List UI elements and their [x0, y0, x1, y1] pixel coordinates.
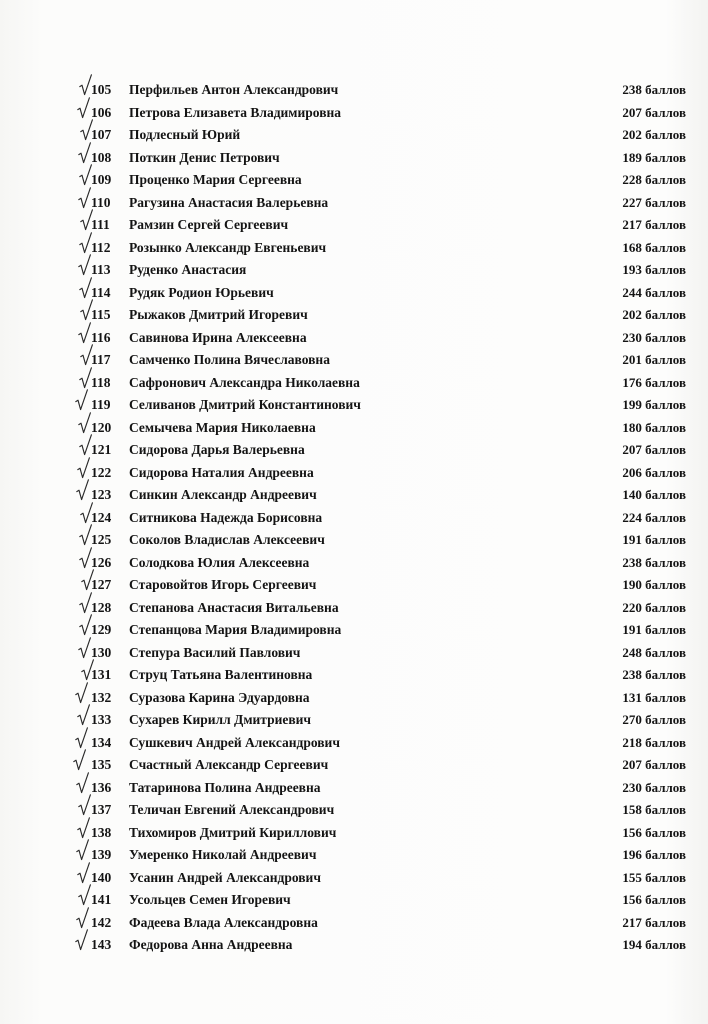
row-number: 138	[91, 824, 112, 840]
list-item	[0, 304, 708, 327]
row-number: 126	[91, 554, 112, 570]
row-number: 114	[91, 284, 111, 300]
row-number: 120	[91, 419, 112, 435]
student-name: Степанцова Мария Владимировна	[129, 622, 342, 637]
row-number: 128	[91, 599, 112, 615]
handwritten-checkmark-icon	[77, 704, 90, 726]
student-name: Суразова Карина Эдуардовна	[129, 689, 310, 705]
handwritten-checkmark-icon	[76, 839, 89, 861]
row-number: 140	[91, 869, 112, 885]
row-number: 123	[91, 487, 112, 502]
student-score: 207 баллов	[622, 757, 686, 772]
list-item	[0, 529, 708, 552]
student-score: 270 баллов	[622, 712, 686, 727]
student-name: Перфильев Антон Александрович	[129, 82, 339, 97]
handwritten-checkmark-icon	[75, 389, 88, 411]
row-number: 133	[91, 712, 112, 727]
row-number: 141	[91, 892, 112, 907]
handwritten-checkmark-icon	[75, 727, 88, 749]
student-score: 194 баллов	[622, 937, 686, 952]
student-score: 207 баллов	[622, 104, 686, 120]
student-score: 228 баллов	[622, 172, 686, 187]
student-score: 207 баллов	[622, 442, 686, 457]
student-score: 196 баллов	[622, 847, 686, 862]
student-score: 201 баллов	[622, 352, 686, 367]
list-item	[0, 439, 708, 462]
handwritten-checkmark-icon	[78, 322, 91, 344]
row-number: 127	[91, 577, 112, 592]
student-name: Рагузина Анастасия Валерьевна	[129, 194, 329, 210]
student-score: 218 баллов	[622, 734, 686, 750]
list-item	[0, 552, 708, 575]
student-name: Степанова Анастасия Витальевна	[129, 599, 339, 615]
list-item	[0, 102, 708, 125]
student-score: 168 баллов	[622, 239, 686, 255]
row-number: 130	[91, 644, 112, 660]
list-item	[0, 934, 708, 957]
handwritten-checkmark-icon	[77, 862, 90, 884]
row-number: 124	[91, 509, 112, 525]
student-name: Подлесный Юрий	[129, 127, 241, 142]
list-item	[0, 282, 708, 305]
student-name: Сидорова Дарья Валерьевна	[129, 442, 305, 457]
list-item	[0, 709, 708, 732]
student-name: Проценко Мария Сергеевна	[129, 172, 302, 187]
student-name: Солодкова Юлия Алексеевна	[129, 554, 310, 570]
list-item	[0, 327, 708, 350]
list-item	[0, 574, 708, 597]
row-number: 106	[91, 104, 112, 120]
row-number: 134	[91, 734, 112, 750]
row-number: 121	[91, 442, 112, 457]
list-item	[0, 169, 708, 192]
student-name: Теличан Евгений Александрович	[129, 802, 335, 817]
student-score: 238 баллов	[622, 82, 686, 97]
list-item	[0, 462, 708, 485]
row-number: 110	[91, 194, 111, 210]
list-item	[0, 507, 708, 530]
student-name: Поткин Денис Петрович	[129, 149, 280, 165]
student-score: 156 баллов	[622, 824, 686, 840]
list-item	[0, 777, 708, 800]
row-number: 122	[91, 464, 112, 480]
list-item	[0, 642, 708, 665]
handwritten-checkmark-icon	[78, 412, 91, 434]
student-name: Фадеева Влада Александровна	[129, 914, 318, 930]
student-name: Сухарев Кирилл Дмитриевич	[129, 712, 312, 727]
row-number: 135	[91, 757, 112, 772]
list-item	[0, 664, 708, 687]
handwritten-checkmark-icon	[78, 794, 91, 816]
row-number: 136	[91, 779, 112, 795]
row-number: 112	[91, 239, 111, 255]
student-name: Сушкевич Андрей Александрович	[129, 734, 340, 750]
handwritten-checkmark-icon	[78, 637, 91, 659]
list-item	[0, 619, 708, 642]
student-name: Старовойтов Игорь Сергеевич	[129, 577, 317, 592]
student-name: Усанин Андрей Александрович	[129, 869, 321, 885]
student-name: Руденко Анастасия	[129, 262, 247, 277]
student-name: Умеренко Николай Андреевич	[129, 847, 317, 862]
student-name: Счастный Александр Сергеевич	[129, 757, 329, 772]
row-number: 117	[91, 352, 111, 367]
student-score: 217 баллов	[622, 914, 686, 930]
student-score: 199 баллов	[622, 397, 686, 412]
handwritten-checkmark-icon	[77, 457, 90, 479]
list-item	[0, 754, 708, 777]
row-number: 139	[91, 847, 112, 862]
student-score: 156 баллов	[622, 892, 686, 907]
list-item	[0, 394, 708, 417]
row-number: 142	[91, 914, 112, 930]
handwritten-checkmark-icon	[78, 884, 91, 906]
student-score: 189 баллов	[622, 149, 686, 165]
student-name: Сафронович Александра Николаевна	[129, 374, 360, 390]
list-item	[0, 79, 708, 102]
student-name: Ситникова Надежда Борисовна	[129, 509, 323, 525]
handwritten-checkmark-icon	[78, 254, 91, 276]
student-name: Струц Татьяна Валентиновна	[129, 667, 313, 682]
row-number: 131	[91, 667, 112, 682]
list-item	[0, 687, 708, 710]
row-number: 118	[91, 374, 111, 390]
student-name: Петрова Елизавета Владимировна	[129, 104, 342, 120]
student-name: Рамзин Сергей Сергеевич	[129, 217, 289, 232]
student-score: 193 баллов	[622, 262, 686, 277]
list-item	[0, 259, 708, 282]
student-name: Усольцев Семен Игоревич	[129, 892, 291, 907]
list-item	[0, 912, 708, 935]
student-name: Рыжаков Дмитрий Игоревич	[129, 307, 308, 322]
list-item	[0, 214, 708, 237]
list-item	[0, 124, 708, 147]
student-score: 244 баллов	[622, 284, 686, 300]
list-item	[0, 237, 708, 260]
student-score: 180 баллов	[622, 419, 686, 435]
handwritten-checkmark-icon	[73, 749, 86, 771]
student-name: Селиванов Дмитрий Константинович	[129, 397, 361, 412]
row-number: 143	[91, 937, 112, 952]
row-number: 119	[91, 397, 111, 412]
student-name: Семычева Мария Николаевна	[129, 419, 316, 435]
list-item	[0, 822, 708, 845]
student-score: 191 баллов	[622, 532, 686, 547]
student-score: 191 баллов	[622, 622, 686, 637]
row-number: 113	[91, 262, 111, 277]
student-score: 220 баллов	[622, 599, 686, 615]
list-item	[0, 844, 708, 867]
handwritten-checkmark-icon	[77, 817, 90, 839]
student-name: Тихомиров Дмитрий Кириллович	[129, 824, 337, 840]
list-item	[0, 147, 708, 170]
handwritten-checkmark-icon	[78, 142, 91, 164]
row-number: 108	[91, 149, 112, 165]
student-score: 202 баллов	[622, 127, 686, 142]
student-score: 238 баллов	[622, 554, 686, 570]
list-item	[0, 372, 708, 395]
handwritten-checkmark-icon	[76, 479, 89, 501]
handwritten-checkmark-icon	[78, 187, 91, 209]
student-name: Синкин Александр Андреевич	[129, 487, 317, 502]
row-number: 125	[91, 532, 112, 547]
student-name: Самченко Полина Вячеславовна	[129, 352, 330, 367]
row-number: 105	[91, 82, 112, 97]
student-name: Розынко Александр Евгеньевич	[129, 239, 327, 255]
student-name: Федорова Анна Андреевна	[129, 937, 293, 952]
list-item	[0, 732, 708, 755]
row-number: 111	[91, 217, 110, 232]
handwritten-checkmark-icon	[75, 929, 88, 951]
student-score: 202 баллов	[622, 307, 686, 322]
row-number: 107	[91, 127, 112, 142]
student-name: Степура Василий Павлович	[129, 644, 301, 660]
handwritten-checkmark-icon	[75, 682, 88, 704]
row-number: 115	[91, 307, 111, 322]
student-score: 190 баллов	[622, 577, 686, 592]
list-item	[0, 192, 708, 215]
student-score: 238 баллов	[622, 667, 686, 682]
student-score: 155 баллов	[622, 869, 686, 885]
row-number: 137	[91, 802, 112, 817]
student-name: Соколов Владислав Алексеевич	[129, 532, 325, 547]
list-item	[0, 417, 708, 440]
list-item	[0, 349, 708, 372]
student-score: 227 баллов	[622, 194, 686, 210]
list-item	[0, 597, 708, 620]
student-score: 217 баллов	[622, 217, 686, 232]
list-item	[0, 867, 708, 890]
list-item	[0, 484, 708, 507]
handwritten-checkmark-icon	[76, 772, 89, 794]
student-score-list	[0, 79, 708, 957]
row-number: 116	[91, 329, 111, 345]
student-score: 140 баллов	[622, 487, 686, 502]
student-score: 230 баллов	[622, 779, 686, 795]
row-number: 129	[91, 622, 112, 637]
student-score: 230 баллов	[622, 329, 686, 345]
student-name: Татаринова Полина Андреевна	[129, 779, 321, 795]
list-item	[0, 799, 708, 822]
student-score: 158 баллов	[622, 802, 686, 817]
student-score: 248 баллов	[622, 644, 686, 660]
row-number: 132	[91, 689, 112, 705]
student-score: 176 баллов	[622, 374, 686, 390]
student-score: 206 баллов	[622, 464, 686, 480]
student-score: 224 баллов	[622, 509, 686, 525]
row-number: 109	[91, 172, 112, 187]
handwritten-checkmark-icon	[77, 97, 90, 119]
handwritten-checkmark-icon	[76, 907, 89, 929]
student-name: Рудяк Родион Юрьевич	[129, 284, 274, 300]
list-item	[0, 889, 708, 912]
student-name: Савинова Ирина Алексеевна	[129, 329, 307, 345]
student-name: Сидорова Наталия Андреевна	[129, 464, 314, 480]
student-score: 131 баллов	[622, 689, 686, 705]
